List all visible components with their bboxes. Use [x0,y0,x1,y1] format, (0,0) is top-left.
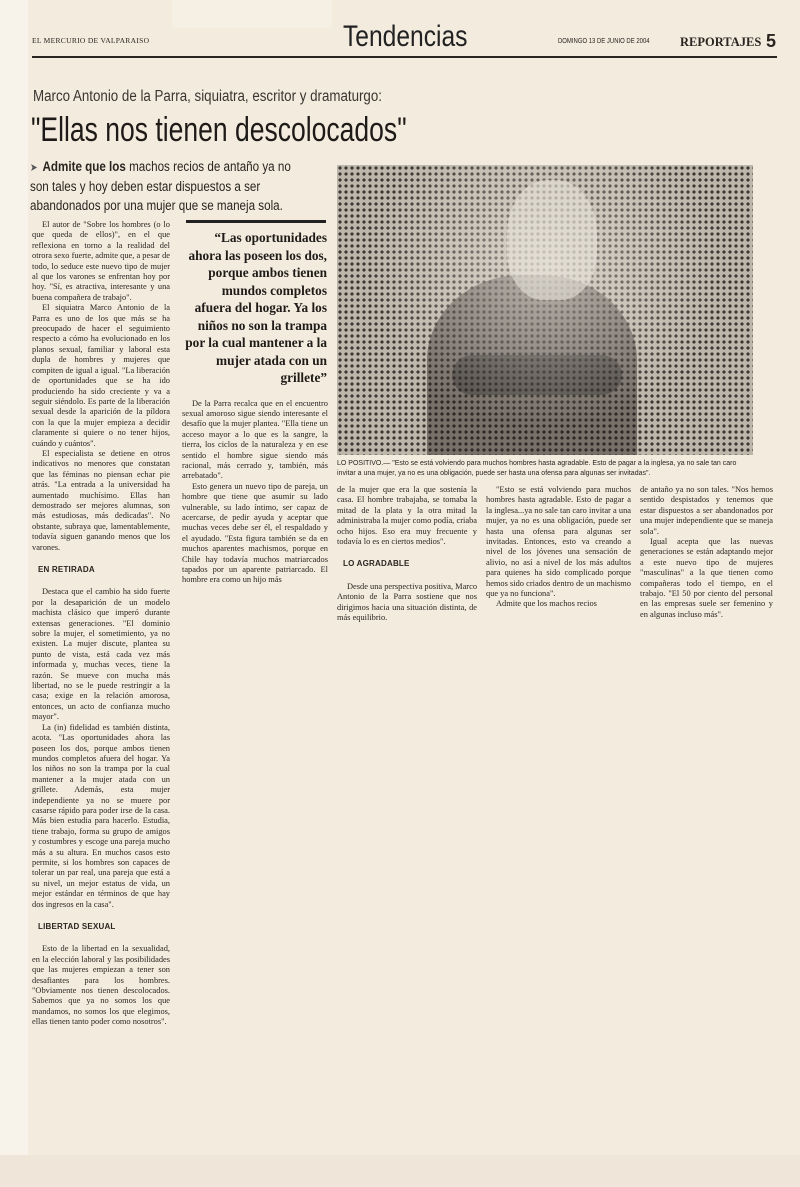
article-left-block [30,158,330,1028]
paper-blank-area [172,0,332,28]
paragraph: "Esto se está volviendo para muchos hombres hasta agradable. Esto de pagar a la inglesa...ya no sale tan caro invitar a una mujer, ya no es una obligación, puede ser hasta una ofensa para algunas ser invitadas. Entonces, esto va creando a nivel de los jóvenes una sensación de alivio, no así a nivel de los más adultos para quienes ha sido complicado porque hemos sido criados dentro de un machismo que ya no funciona". [486,485,631,599]
arrow-bullet-icon: ➤ [30,162,38,174]
paragraph: Desde una perspectiva positiva, Marco Antonio de la Parra sostiene que nos dirigimos hacia una situación distinta, de más equilibrio. [337,581,478,623]
paragraph: El siquiatra Marco Antonio de la Parra es uno de los que más se ha preocupado de hacer el seguimiento respecto a cómo ha evolucionado en los planos sexual, familiar y laboral esta dupla de hombres y mujeres que compiten de igual a igual. "La liberación de oportunidades que se ha ido produciendo ha sido creciente y va a seguir siéndolo. Es parte de la liberación sexual desde la aparición de la píldora con la que la mujer empieza a decidir claramente si quiere o no tener hijos, cuándo y cuántos". [32,303,170,448]
subheading: LO AGRADABLE [343,559,410,569]
right-columns [337,485,773,623]
page-number: 5 [766,31,777,51]
paper-edge [0,0,28,1187]
article-headline: "Ellas nos tienen descolocados" [31,111,407,149]
article-column-2 [182,399,328,586]
lead-bold: Admite que los [42,159,126,175]
lead-text: machos recios de antaño ya no son tales y hoy deben estar dispuestos a ser abandonados por una mujer que se maneja sola. [30,159,291,214]
article-column-3 [337,485,477,623]
issue-date: DOMINGO 13 DE JUNIO DE 2004 [558,38,650,45]
paragraph: Esto genera un nuevo tipo de pareja, un hombre que tiene que asumir su lado vulnerable, su lado íntimo, ser capaz de acercarse, de pedir ayuda y aceptar que muchas veces debe ser él, el respaldado y el ayudado. "Esta figura también se da en muchos aparentes machismos, porque en Chile hay todavía muchos matriarcados tapados por un aparente patriarcado. El hombre era como un hijo más [182,481,328,585]
quote-and-column-2 [182,220,330,586]
section-title: Tendencias [343,20,468,53]
paragraph: Esto de la libertad en la sexualidad, en la elección laboral y las posibilidades que las mujeres empiezan a tener son desafiantes para los hombres. "Obviamente nos tienen descolocados. Sabemos que ya no somos los que mandamos, no somos los que elegimos, ellas tienen tanto poder como nosotros". [32,944,170,1027]
pull-quote-rule [186,220,326,223]
paragraph: de antaño ya no son tales. "Nos hemos sentido despistados y tenemos que estar dispuestos a ser abandonados por una mujer independiente que se maneja sola". [640,485,773,536]
article-column-1 [32,220,170,1028]
subheading: EN RETIRADA [38,565,95,574]
article-column-5 [640,485,773,620]
article-kicker: Marco Antonio de la Parra, siquiatra, escritor y dramaturgo: [33,88,382,105]
photo-caption [337,459,755,478]
pull-quote: “Las oportunidades ahora las poseen los dos, porque ambos tienen mundos completos afuera del hogar. Ya los niños no son la trampa por la cual mantener a la mujer atada con un grillete” [185,230,327,385]
category-label: REPORTAJES [680,35,762,49]
paragraph: Admite que los machos recios [496,599,597,609]
article-column-4 [486,485,631,610]
paragraph: El especialista se detiene en otros indicativos no menores que constatan que las féminas no piensan echar pie atrás. "La entrada a la universidad ha aumentado muchísimo. Ellas han demostrado ser mejores alumnas, son más estudiosas, más dedicadas". No obstante, subraya que, lamentablemente, todavía siguen ganando menos que los varones. [32,448,170,552]
portrait-photo [337,165,753,455]
paragraph: El autor de "Sobre los hombres (o lo que queda de ellos)", en el que reflexiona en torno a la realidad del otrora sexo fuerte, admite que, a pesar de todo, lo seduce este nuevo tipo de mujer al que los varones se enfrentan hoy por hoy. "Sí, es atractiva, interesante y una buena compañera de trabajo". [32,220,170,302]
subheading: LIBERTAD SEXUAL [38,922,116,931]
article-right-block [337,459,773,623]
paragraph: de la mujer que era la que sostenía la casa. El hombre trabajaba, se tomaba la mitad de la plata y la otra mitad la administraba la mujer como podía, criaba ocho hijos. Eso era muy frecuente y todavía lo es en ciertos medios". [337,485,477,547]
paragraph: De la Parra recalca que en el encuentro sexual amoroso sigue siendo interesante el desafío que la mujer plantea. "Ella tiene un acceso mayor a lo que es la sangre, la tierra, los ciclos de la naturaleza y en ese sentido el hombre sigue siendo más racional, más cerrado y, también, más arrebatado". [182,398,328,481]
paragraph: La (in) fidelidad es también distinta, acota. "Las oportunidades ahora las poseen los dos, porque ambos tienen mundos completos afuera del hogar. Ya los niños no son la trampa por la cual mantener a la mujer atada con un grillete. Además, esta mujer independiente ya no se muere por casarse rápido para poder irse de la casa. Más bien estudia para hacerlo. Estudia, tiene trabajo, forma su grupo de amigos y costumbres y escoge una pareja mucho más a su altura. En muchos casos esto permite, si los hombres son capaces de tolerar un par real, una pareja que está a su nivel, un mejor estatus de vida, un mejor estándar en términos de que hay dos ingresos en la casa". [32,722,170,909]
header-rule [32,56,777,58]
paragraph: Igual acepta que las nuevas generaciones se están adaptando mejor a este nuevo tipo de mujeres "masculinas" a la que tienen como compañeras todo el tiempo, en el trabajo. "El 50 por ciento del personal en las empresas suele ser femenino y en algunas incluso más". [640,537,773,619]
caption-label: LO POSITIVO.— [337,460,391,467]
publication-name: EL MERCURIO DE VALPARAISO [32,36,150,45]
photo-light [337,165,753,455]
article-lead [30,158,309,216]
paragraph: Destaca que el cambio ha sido fuerte por la desaparición de un modelo machista clásico que imperó durante extensas generaciones. "El dominio sobre la mujer, el sometimiento, ya no existen. La mujer discute, plantea su punto de vista, está cada vez más informada y, muchas veces, tiene la razón. Se mueve con mucha más libertad, no se le puede restringir a la casa; exige en la relación amorosa, entonces, un acto de confianza mucho mayor". [32,587,170,722]
left-columns [30,220,330,1028]
paper-bottom-margin [0,1155,800,1187]
caption-text: "Esto se está volviendo para muchos hombres hasta agradable. Esto de pagar a la inglesa, ya no sale tan caro invitar a una mujer, ya no es una obligación, puede ser hasta una ofensa para algunas ser invitadas". [337,460,737,477]
